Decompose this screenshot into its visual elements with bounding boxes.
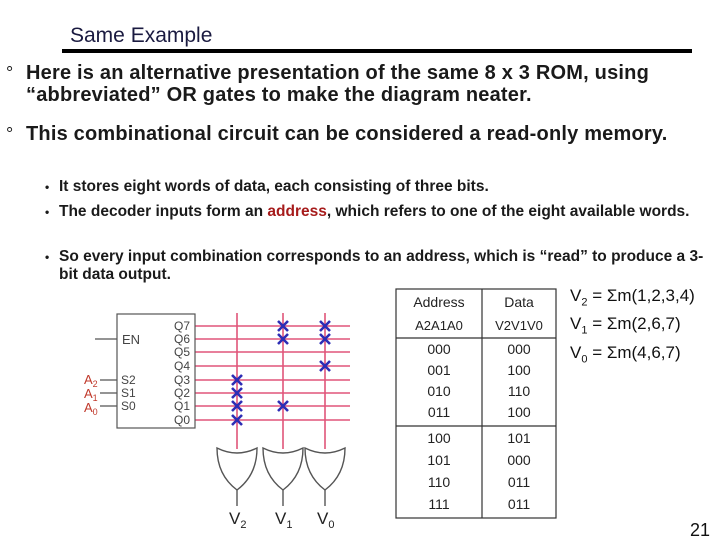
- output-label-v1: $V_1$: [275, 509, 293, 531]
- or-gate-v2: [217, 448, 257, 490]
- decoder-enable-label: EN: [122, 332, 141, 347]
- decoder-output-label: Q6: [174, 332, 191, 346]
- bullet-text: This combinational circuit can be considered a read-only memory.: [26, 123, 668, 145]
- data-header: Data: [504, 294, 534, 310]
- or-gate-v1: [263, 448, 303, 490]
- decoder-output-label: Q0: [174, 413, 191, 427]
- table-cell-address: 100: [427, 430, 451, 446]
- table-cell-data: 101: [507, 430, 531, 446]
- page-number: 21: [690, 520, 711, 540]
- table-cell-address: 000: [427, 341, 451, 357]
- decoder-output-label: Q1: [174, 399, 191, 413]
- table-cell-address: 001: [427, 362, 451, 378]
- text-after: , which refers to one of the eight available words.: [326, 203, 690, 220]
- decoder-select-label: S0: [121, 399, 136, 413]
- table-cell-address: 011: [427, 404, 451, 420]
- rom-wires: [195, 313, 350, 449]
- equation-v2: $V_2 = \Sigma m(1,2,3,4)$: [570, 286, 695, 309]
- sub-bullet-marker: •: [45, 250, 50, 264]
- rom-fuses: [232, 321, 330, 425]
- decoder-select-label: S1: [121, 386, 136, 400]
- decoder-output-label: Q2: [174, 386, 191, 400]
- table-cell-data: 000: [507, 452, 531, 468]
- sub-bullet-text: It stores eight words of data, each consisting of three bits.: [59, 178, 489, 195]
- decoder-output-label: Q5: [174, 345, 191, 359]
- address-input-label: $A_1$: [84, 386, 98, 403]
- or-gate-v0: [305, 448, 345, 490]
- bullet-text: Here is an alternative presentation of the same 8 x 3 ROM, using “abbreviated” OR gates to make the diagram neater.: [26, 62, 649, 106]
- sub-bullet-text: So every input combination corresponds to an address, which is “read” to produce a 3-bit data output.: [59, 248, 704, 283]
- table-cell-data: 011: [507, 474, 531, 490]
- equation-v1: $V_1 = \Sigma m(2,6,7)$: [570, 314, 681, 337]
- bullet-marker: °: [6, 124, 14, 144]
- decoder-select-label: S2: [121, 373, 136, 387]
- sub-bullet-marker: •: [45, 180, 50, 194]
- text-before: The decoder inputs form an: [59, 203, 268, 220]
- table-cell-address: 010: [427, 383, 451, 399]
- decoder-output-label: Q3: [174, 373, 191, 387]
- table-cell-address: 101: [427, 452, 451, 468]
- minterm-equations: [570, 285, 695, 370]
- bullet-marker: °: [6, 63, 14, 83]
- data-subheader: V2V1V0: [495, 318, 543, 333]
- table-cell-data: 011: [507, 496, 531, 512]
- table-cell-address: 110: [427, 474, 451, 490]
- address-subheader: A2A1A0: [415, 318, 463, 333]
- address-header: Address: [413, 294, 465, 310]
- sub-bullet-marker: •: [45, 205, 50, 219]
- truth-table: [395, 288, 557, 520]
- slide-title: Same Example: [70, 24, 213, 47]
- table-cell-data: 110: [507, 383, 531, 399]
- table-cell-address: 111: [428, 496, 450, 512]
- address-input-label: $A_0$: [84, 400, 98, 417]
- decoder-output-label: Q7: [174, 319, 191, 333]
- address-highlight: address: [267, 203, 327, 220]
- table-cell-data: 100: [507, 404, 531, 420]
- output-label-v0: $V_0$: [317, 509, 335, 531]
- address-input-label: $A_2$: [84, 372, 98, 389]
- table-cell-data: 100: [507, 362, 531, 378]
- decoder-output-label: Q4: [174, 359, 191, 373]
- output-label-v2: $V_2$: [229, 509, 247, 531]
- table-cell-data: 000: [507, 341, 531, 357]
- equation-v0: $V_0 = \Sigma m(4,6,7)$: [570, 342, 681, 366]
